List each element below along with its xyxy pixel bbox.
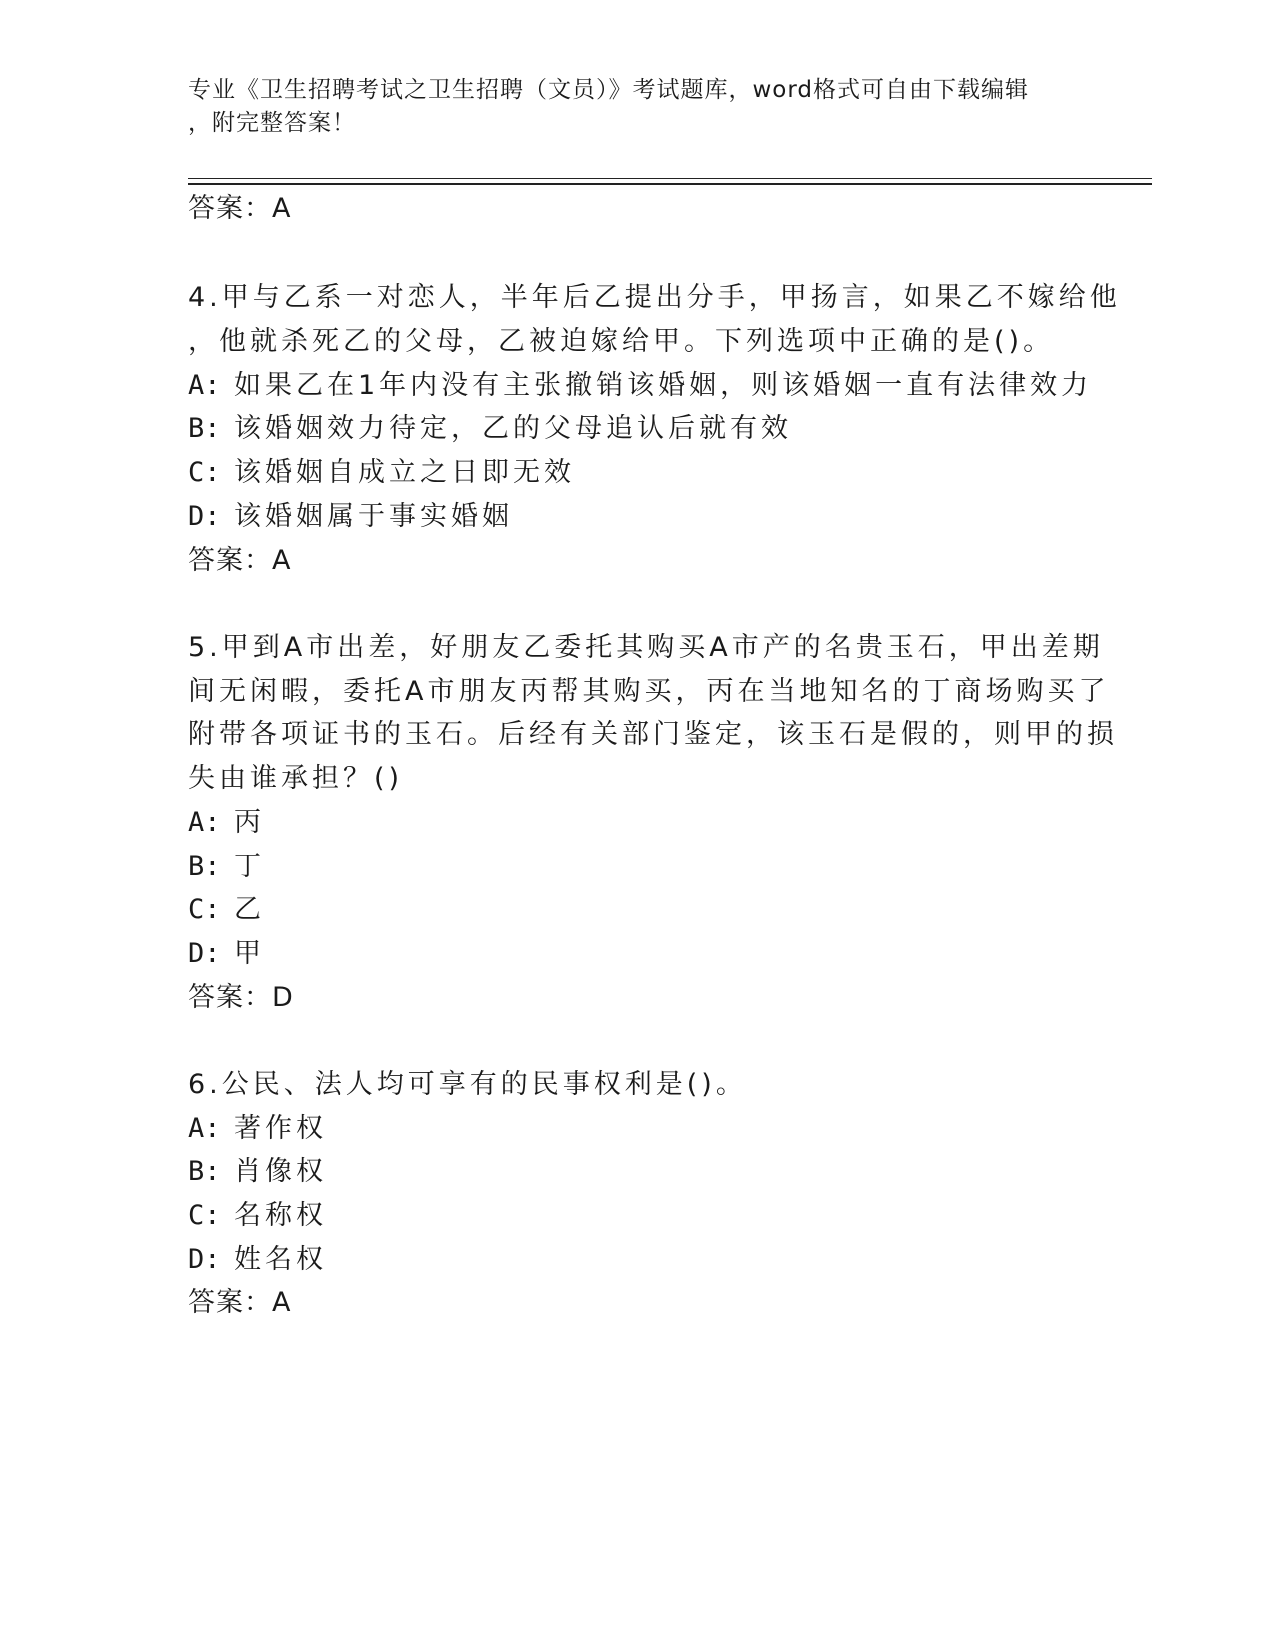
question-4-stem-line-2: ，他就杀死乙的父母，乙被迫嫁给甲。下列选项中正确的是()。 <box>188 326 1055 357</box>
option-key: B: <box>188 851 221 882</box>
question-5-option-b <box>188 849 265 885</box>
option-key: A: <box>188 807 221 838</box>
question-5-stem-line-1: 5.甲到A市出差，好朋友乙委托其购买A市产的名贵玉石，甲出差期 <box>188 632 1104 663</box>
question-6-option-b <box>188 1154 327 1190</box>
question-6-option-d <box>188 1242 327 1278</box>
question-5-stem-line-2: 间无闲暇，委托A市朋友丙帮其购买，丙在当地知名的丁商场购买了 <box>188 676 1110 707</box>
option-text: 如果乙在1年内没有主张撤销该婚姻，则该婚姻一直有法律效力 <box>234 370 1093 401</box>
question-4-stem-line-1: 4.甲与乙系一对恋人，半年后乙提出分手，甲扬言，如果乙不嫁给他 <box>188 282 1121 313</box>
question-5-option-c <box>188 892 265 928</box>
option-text: 该婚姻效力待定，乙的父母追认后就有效 <box>234 413 792 444</box>
option-text: 姓名权 <box>234 1244 327 1275</box>
document-header <box>188 74 1078 140</box>
option-text: 丁 <box>234 851 265 882</box>
option-text: 该婚姻自成立之日即无效 <box>234 457 575 488</box>
question-4-answer: 答案：A <box>188 545 292 576</box>
question-5-stem-line-4: 失由谁承担？() <box>188 763 404 794</box>
option-text: 甲 <box>234 938 265 969</box>
question-5-answer: 答案：D <box>188 982 294 1013</box>
header-divider-thick <box>188 183 1152 185</box>
answer-previous: 答案：A <box>188 193 292 224</box>
question-6-option-c <box>188 1198 327 1234</box>
question-6-stem-line-1: 6.公民、法人均可享有的民事权利是()。 <box>188 1069 747 1100</box>
option-key: C: <box>188 457 221 488</box>
question-6-answer: 答案：A <box>188 1287 292 1318</box>
option-text: 名称权 <box>234 1200 327 1231</box>
option-key: A: <box>188 1113 221 1144</box>
question-5-option-d <box>188 936 265 972</box>
option-text: 乙 <box>234 894 265 925</box>
question-6-option-a <box>188 1111 327 1147</box>
question-4-option-a <box>188 368 1092 404</box>
option-text: 丙 <box>234 807 265 838</box>
question-5-option-a <box>188 805 265 841</box>
option-key: D: <box>188 501 221 532</box>
question-5-stem-line-3: 附带各项证书的玉石。后经有关部门鉴定，该玉石是假的，则甲的损 <box>188 719 1118 750</box>
option-text: 该婚姻属于事实婚姻 <box>234 501 513 532</box>
header-divider-thin <box>188 178 1152 179</box>
header-line-2: ，附完整答案！ <box>188 110 356 136</box>
option-key: C: <box>188 1200 221 1231</box>
option-text: 肖像权 <box>234 1156 327 1187</box>
option-key: B: <box>188 1156 221 1187</box>
question-4-option-c <box>188 455 575 491</box>
question-4-option-b <box>188 411 792 447</box>
option-key: D: <box>188 938 221 969</box>
option-key: D: <box>188 1244 221 1275</box>
header-line-1: 专业《卫生招聘考试之卫生招聘（文员）》考试题库，word格式可自由下载编辑 <box>188 77 1030 103</box>
option-text: 著作权 <box>234 1113 327 1144</box>
option-key: A: <box>188 370 221 401</box>
option-key: B: <box>188 413 221 444</box>
option-key: C: <box>188 894 221 925</box>
question-4-option-d <box>188 499 513 535</box>
